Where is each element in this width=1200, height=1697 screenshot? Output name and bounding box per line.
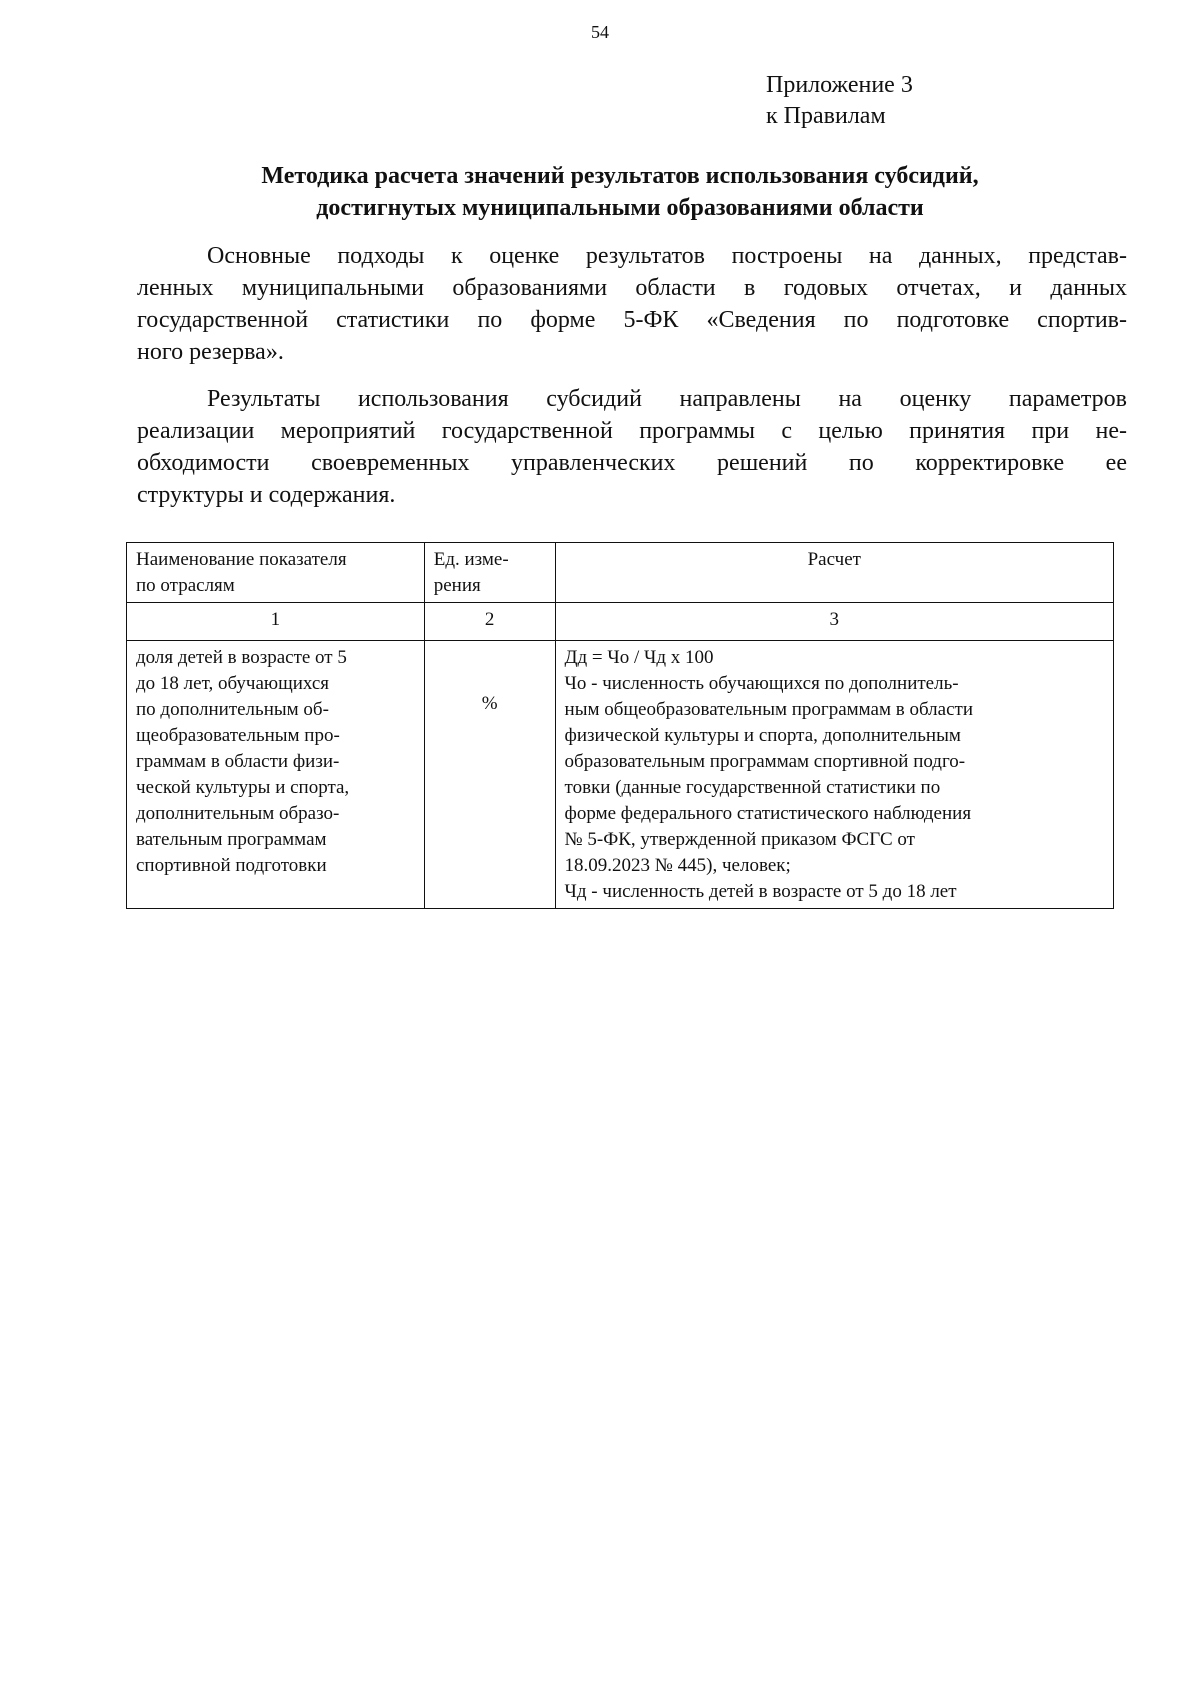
formula-line: Дд = Чо / Чд х 100: [564, 647, 714, 668]
header-text: Ед. изме-: [433, 549, 509, 570]
paragraph-line: Результаты использования субсидий направлены на оценку параметров: [207, 386, 1127, 412]
unit-value: %: [481, 693, 498, 714]
header-text: по отраслям: [136, 575, 235, 596]
title-line-2: достигнутых муниципальными образованиями области: [316, 195, 924, 221]
appendix-label: [766, 70, 913, 132]
appendix-line-1: Приложение 3: [766, 72, 913, 98]
cell-line: ным общеобразовательным программам в области: [564, 699, 973, 720]
paragraph-line: Основные подходы к оценке результатов построены на данных, представ-: [207, 243, 1127, 269]
cell-line: товки (данные государственной статистики по: [564, 777, 941, 798]
paragraph-line: ленных муниципальными образованиями области в годовых отчетах, и данных: [137, 275, 1127, 301]
cell-line: доля детей в возрасте от 5: [136, 647, 347, 668]
cell-line: спортивной подготовки: [136, 855, 327, 876]
cell-line: вательным программам: [136, 829, 327, 850]
paragraph-approaches: [137, 240, 1127, 368]
paragraph-line: обходимости своевременных управленческих решений по корректировке ее: [137, 450, 1127, 476]
cell-line: до 18 лет, обучающихся: [136, 673, 330, 694]
cell-line: Чд - численность детей в возрасте от 5 до 18 лет: [564, 881, 957, 902]
header-text: рения: [433, 575, 481, 596]
header-indicator-name: [127, 543, 425, 603]
table-header-row: [127, 543, 1114, 603]
cell-line: граммам в области физи-: [136, 751, 340, 772]
cell-line: ческой культуры и спорта,: [136, 777, 350, 798]
calculation-cell: [555, 641, 1113, 909]
calculation-table: [126, 542, 1114, 909]
cell-line: № 5-ФК, утвержденной приказом ФСГС от: [564, 829, 915, 850]
paragraph-line: государственной статистики по форме 5-ФК «Сведения по подготовке спортив-: [137, 307, 1127, 333]
page-number: 54: [591, 22, 609, 42]
column-number: 1: [127, 603, 425, 641]
cell-line: образовательным программам спортивной подго-: [564, 751, 966, 772]
header-text: Наименование показателя: [136, 549, 347, 570]
indicator-name-cell: [127, 641, 425, 909]
column-number: 3: [555, 603, 1113, 641]
cell-line: Чо - численность обучающихся по дополнитель-: [564, 673, 959, 694]
table-row: [127, 641, 1114, 909]
header-unit: [424, 543, 555, 603]
cell-line: физической культуры и спорта, дополнительным: [564, 725, 961, 746]
column-number: 2: [424, 603, 555, 641]
cell-line: дополнительным образо-: [136, 803, 340, 824]
unit-cell: [424, 641, 555, 909]
title-line-1: Методика расчета значений результатов использования субсидий,: [261, 163, 979, 189]
cell-line: щеобразовательным про-: [136, 725, 340, 746]
cell-line: 18.09.2023 № 445), человек;: [564, 855, 791, 876]
paragraph-line: структуры и содержания.: [137, 482, 396, 508]
document-title: [130, 160, 1110, 224]
paragraph-line: реализации мероприятий государственной программы с целью принятия при не-: [137, 418, 1127, 444]
cell-line: форме федерального статистического наблюдения: [564, 803, 972, 824]
paragraph-line: ного резерва».: [137, 339, 284, 365]
appendix-line-2: к Правилам: [766, 103, 886, 129]
table-number-row: [127, 603, 1114, 641]
header-calculation: Расчет: [555, 543, 1113, 603]
paragraph-results: [137, 383, 1127, 511]
cell-line: по дополнительным об-: [136, 699, 329, 720]
